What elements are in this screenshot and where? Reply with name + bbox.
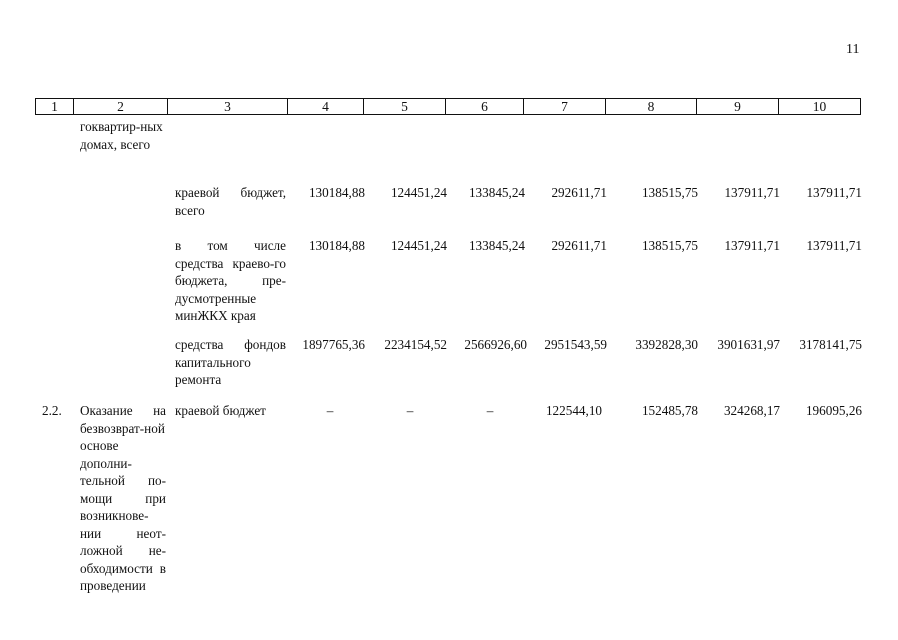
column-number-8: 8 [606, 99, 697, 115]
row-value: 137911,71 [724, 238, 780, 253]
row-value: 137911,71 [806, 238, 862, 253]
table-header [35, 98, 861, 115]
row-value: – [326, 403, 334, 418]
row-value: 130184,88 [308, 238, 365, 253]
row-item-name: гоквартир-ных домах, всего [80, 119, 163, 152]
row-value: 3392828,30 [635, 337, 698, 352]
row-value: 3178141,75 [799, 337, 862, 352]
row-value: 133845,24 [468, 185, 525, 200]
column-number-7: 7 [524, 99, 606, 115]
row-value: 292611,71 [551, 185, 607, 200]
page-number: 11 [846, 42, 860, 57]
row-funding-source: краевой бюджет, всего [175, 185, 286, 218]
row-value: 124451,24 [390, 185, 447, 200]
row-value: 3901631,97 [717, 337, 780, 352]
row-value: 138515,75 [641, 185, 698, 200]
column-number-4: 4 [288, 99, 364, 115]
row-item-name: Оказание на безвозврат-ной основе дополни-тельной по-мощи при возникнове-нии неот-ложной не-обходимости в проведении [80, 403, 166, 593]
row-value: – [486, 403, 494, 418]
column-number-2: 2 [74, 99, 168, 115]
row-value: 2234154,52 [384, 337, 447, 352]
row-value: 292611,71 [551, 238, 607, 253]
row-value: 130184,88 [308, 185, 365, 200]
row-funding-source: средства фондов капитального ремонта [175, 337, 286, 387]
row-value: 138515,75 [641, 238, 698, 253]
column-number-5: 5 [364, 99, 446, 115]
row-value: 133845,24 [468, 238, 525, 253]
column-number-10: 10 [779, 99, 861, 115]
row-value: 2951543,59 [544, 337, 607, 352]
row-value: 2566926,60 [464, 337, 527, 352]
row-value: 122544,10 [545, 403, 602, 418]
column-number-1: 1 [36, 99, 74, 115]
column-number-6: 6 [446, 99, 524, 115]
row-value: 137911,71 [806, 185, 862, 200]
row-value: 1897765,36 [302, 337, 365, 352]
row-value: 152485,78 [641, 403, 698, 418]
column-number-3: 3 [168, 99, 288, 115]
column-number-9: 9 [697, 99, 779, 115]
row-value: 124451,24 [390, 238, 447, 253]
row-value: – [406, 403, 414, 418]
row-number: 2.2. [42, 403, 62, 418]
row-value: 324268,17 [723, 403, 780, 418]
row-value: 137911,71 [724, 185, 780, 200]
row-funding-source: в том числе средства краево-го бюджета, пре-дусмотренные минЖКХ края [175, 238, 286, 323]
row-value: 196095,26 [805, 403, 862, 418]
row-funding-source: краевой бюджет [175, 403, 266, 418]
